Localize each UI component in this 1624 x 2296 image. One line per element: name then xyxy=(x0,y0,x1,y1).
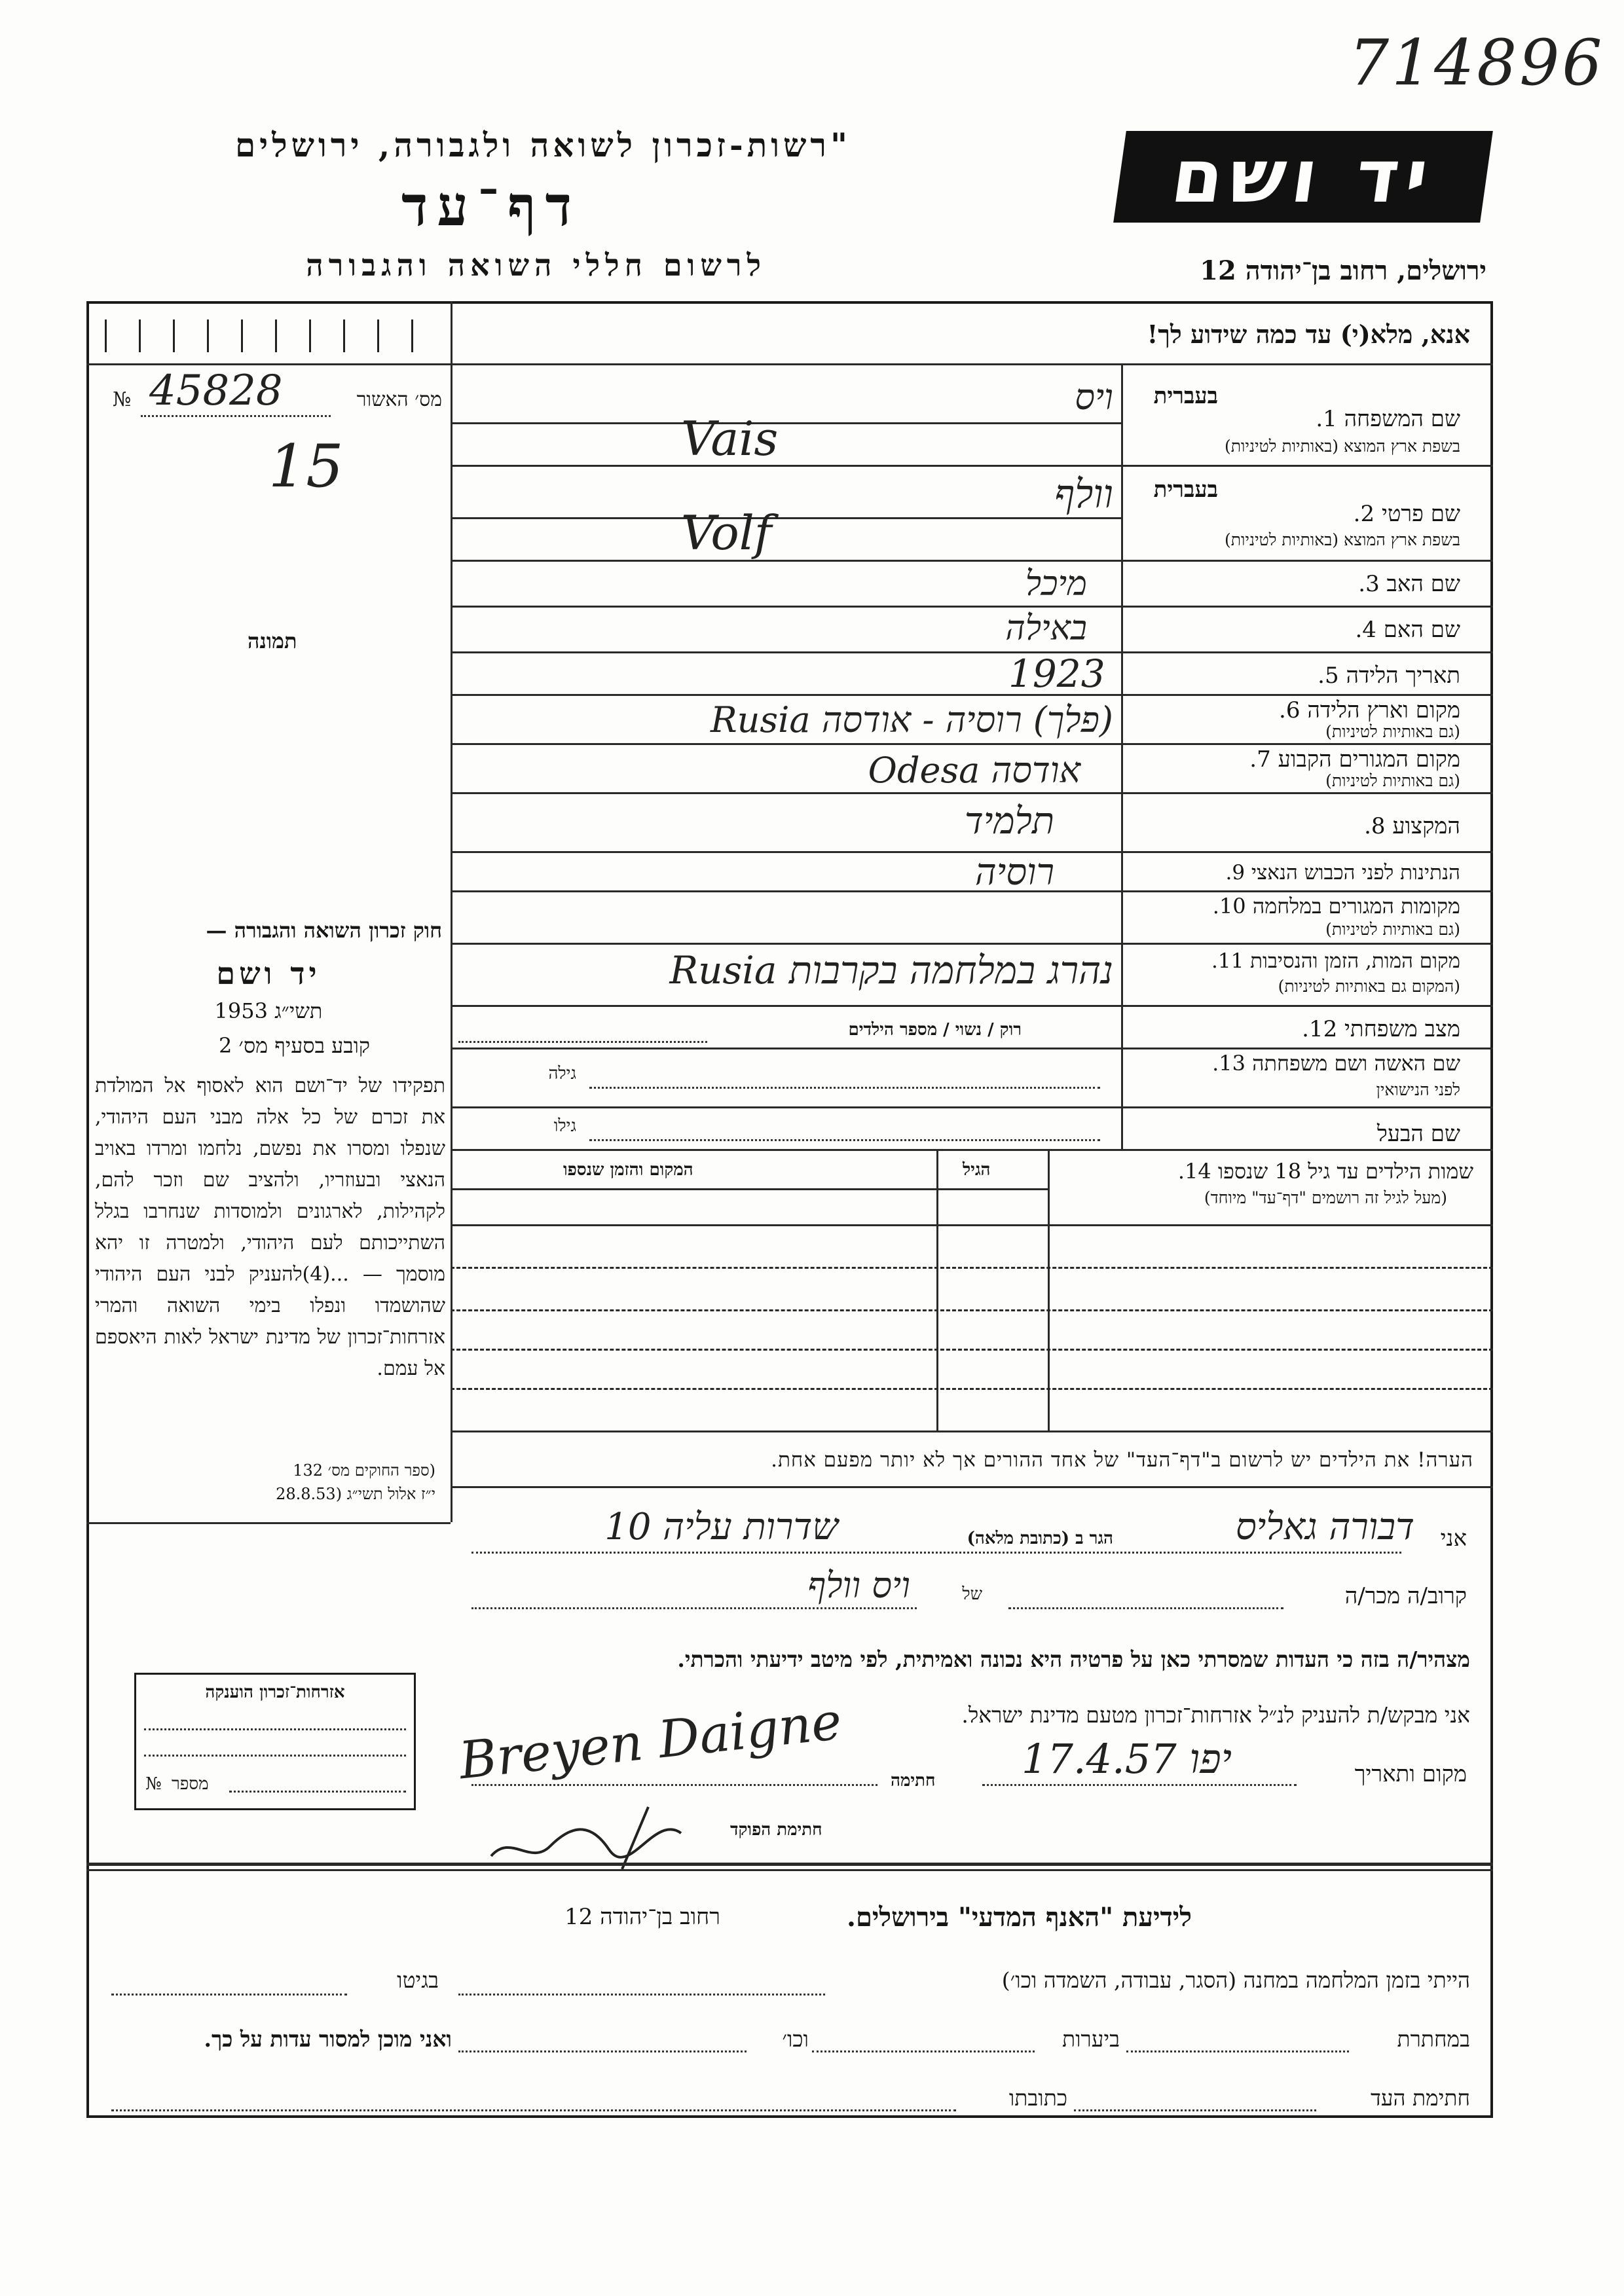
field-1-label xyxy=(1244,406,1460,432)
field-10-sub: (גם באותיות לטיניות) xyxy=(1325,920,1460,939)
law-ref2: י״ז אלול תשי״ג (28.8.53 xyxy=(276,1485,435,1503)
declarant-name: דבורה גאליס xyxy=(1235,1506,1414,1548)
citizenship-number: מספר xyxy=(172,1774,209,1794)
field-7-sub: (גם באותיות לטיניות) xyxy=(1325,771,1460,790)
field-12-num: 12. xyxy=(1302,1016,1338,1042)
officer-label: חתימת הפוקד xyxy=(730,1820,822,1840)
of-value: ויס וולף xyxy=(807,1565,910,1606)
footer-address: רחוב בן־יהודה 12 xyxy=(564,1904,720,1930)
field-11-sub: (המקום גם באותיות לטיניות) xyxy=(1278,977,1460,996)
husband-label: שם הבעל xyxy=(1376,1121,1460,1147)
field-12-options: רוק / נשוי / מספר הילדים xyxy=(848,1020,1022,1040)
field-3-num: 3. xyxy=(1358,571,1380,597)
field-7-value: אודסה Odesa xyxy=(868,750,1080,791)
field-6-sub: (גם באותיות לטיניות) xyxy=(1325,722,1460,741)
field-6-label xyxy=(1166,697,1460,723)
field-2-text: שם פרטי xyxy=(1381,501,1460,527)
law-ref: (ספר החוקים מס׳ 132 xyxy=(293,1461,435,1480)
yad-vashem-logo xyxy=(1113,131,1493,223)
cert-number: 45828 xyxy=(149,367,283,415)
husband-age: גילו xyxy=(553,1116,576,1136)
field-10-num: 10. xyxy=(1212,894,1246,919)
address: ירושלים, רחוב בן־יהודה 12 xyxy=(1200,255,1486,286)
signature: Breyen Daigne xyxy=(456,1692,845,1791)
footer-etc: וכו׳ xyxy=(782,2026,809,2052)
footer-ready: ואני מוכן למסור עדות על כך. xyxy=(204,2026,452,2052)
signature-label: חתימה xyxy=(891,1771,936,1791)
field-6-text: מקום וארץ הלידה xyxy=(1307,697,1460,723)
field-13-sub: לפני הנישואין xyxy=(1376,1080,1460,1099)
field-8-value: תלמיד xyxy=(964,800,1054,843)
footer-ghetto: בגיטו xyxy=(397,1967,439,1993)
request-text: אני מבקש/ת להעניק לנ״ל אזרחות־זכרון מטעם מדינת ישראל. xyxy=(961,1702,1470,1728)
cert-handwritten: 15 xyxy=(268,432,344,501)
logo-text: יד ושם xyxy=(1166,134,1440,219)
of-label: של xyxy=(962,1584,982,1604)
field-5-label xyxy=(1166,663,1460,689)
field-3-value: מיכל xyxy=(1025,564,1087,604)
field-1-num: 1. xyxy=(1316,406,1337,432)
field-5-num: 5. xyxy=(1318,663,1339,689)
field-3-text: שם האב xyxy=(1386,571,1460,597)
field-1-lat-value: Vais xyxy=(681,411,779,466)
field-8-text: המקצוע xyxy=(1392,813,1460,839)
law-body: תפקידו של יד־ושם הוא לאסוף אל המולדת את זכרם של כל אלה מבני העם היהודי, שנפלו ומסרו את נפשם, נלחמו ומרדו באויב הנאצי ובעוזריו, ולהציב שם וזכר להם, לקהילות, לארגונים ולמוסדות שנחרבו בגלל השתייכותם לעם היהודי, ולמטרה זו יהא מוסמך — ...(4)להעניק לבני העם היהודי שהושמדו ונפלו בימי השואה והמרי אזרחות־זכרון של מדינת ישראל לאות היאספם אל עמם. xyxy=(95,1074,446,1380)
footer-address-label: כתובתו xyxy=(1008,2085,1067,2111)
field-9-label xyxy=(1133,861,1460,884)
footer-underground: במחתרת xyxy=(1397,2026,1470,2052)
field-13-text: שם האשה ושם משפחתה xyxy=(1252,1051,1460,1076)
field-3-label xyxy=(1166,571,1460,597)
law-title: חוק זכרון השואה והגבורה — xyxy=(206,918,442,943)
field-4-label xyxy=(1166,617,1460,643)
field-4-text: שם האם xyxy=(1383,617,1460,643)
field-6-value: (פלך) רוסיה - אודסה Rusia xyxy=(710,699,1113,740)
place-date-value: יפו 17.4.57 xyxy=(1022,1735,1232,1783)
field-1-text: שם המשפחה xyxy=(1344,406,1460,432)
field-7-text: מקום המגורים הקבוע xyxy=(1278,746,1460,773)
field-1-sub: בשפת ארץ המוצא (באותיות לטיניות) xyxy=(1225,437,1460,456)
footer-heading: לידיעת "האנף המדעי" בירושלים. xyxy=(847,1902,1192,1933)
field-2-lat-value: Volf xyxy=(681,505,772,560)
field-7-num: 7. xyxy=(1249,746,1271,773)
field-13-label xyxy=(1126,1051,1460,1076)
relative-label: קרוב/ה מכר/ה xyxy=(1344,1583,1467,1609)
declarant-resides: הגר ב (כתובת מלאה) xyxy=(967,1529,1113,1548)
cert-label: מס׳ האשור xyxy=(356,388,442,411)
field-10-text: מקומות המגורים במלחמה xyxy=(1252,894,1460,919)
form-title: דף־עד xyxy=(401,173,581,238)
field-6-num: 6. xyxy=(1279,697,1301,723)
field-11-text: מקום המות, הזמן והנסיבות xyxy=(1250,949,1460,973)
authority-line: "רשות-זכרון לשואה ולגבורה, ירושלים xyxy=(234,126,851,164)
field-4-num: 4. xyxy=(1355,617,1376,643)
field-2-sub: בשפת ארץ המוצא (באותיות לטיניות) xyxy=(1225,530,1460,549)
children-num: 14. xyxy=(1177,1159,1211,1184)
field-9-value: רוסיה xyxy=(974,851,1054,894)
archive-number: 714896 xyxy=(1349,26,1605,100)
form-subtitle: לרשום חללי השואה והגבורה xyxy=(306,247,766,283)
children-place-header: המקום והזמן שנספו xyxy=(563,1160,693,1180)
field-13-num: 13. xyxy=(1212,1051,1246,1076)
declaration-text: מצהיר/ה בזה כי העדות שמסרתי כאן על פרטיה היא נכונה ואמיתית, לפי מיטב ידיעתי והכרתי. xyxy=(677,1647,1470,1672)
citizenship-no: № xyxy=(145,1774,162,1794)
field-10-label xyxy=(1133,894,1460,919)
field-11-label xyxy=(1133,949,1460,973)
field-1-heb-value: ויס xyxy=(1075,376,1113,418)
field-5-value: 1923 xyxy=(1008,651,1105,696)
field-5-text: תאריך הלידה xyxy=(1346,663,1460,689)
footer-line1: הייתי בזמן המלחמה במחנה (הסגר, עבודה, השמדה וכו׳) xyxy=(1001,1967,1470,1993)
law-name: יד ושם xyxy=(216,956,321,991)
declarant-address: שדרות עליה 10 xyxy=(604,1506,838,1548)
photo-label: תמונה xyxy=(248,629,297,653)
field-9-text: הנתינות לפני הכבוש הנאצי xyxy=(1251,861,1460,884)
field-2-heb-tag: בעברית xyxy=(1153,477,1218,503)
law-clause: קובע בסעיף מס׳ 2 xyxy=(219,1033,370,1058)
field-8-num: 8. xyxy=(1364,813,1386,839)
note: הערה! את הילדים יש לרשום ב"דף־העד" של אחד ההורים אך לא יותר מפעם אחת. xyxy=(771,1448,1473,1472)
field-8-label xyxy=(1166,813,1460,839)
cert-no-symbol: № xyxy=(113,388,132,411)
children-label xyxy=(1054,1159,1473,1184)
citizenship-title: אזרחות־זכרון הוענקה xyxy=(205,1683,345,1702)
children-age-header: הגיל xyxy=(963,1160,991,1180)
field-4-value: באילה xyxy=(1005,609,1087,648)
children-text: שמות הילדים עד גיל 18 שנספו xyxy=(1217,1159,1473,1184)
field-12-text: מצב משפחתי xyxy=(1344,1016,1460,1042)
field-12-label xyxy=(1166,1016,1460,1042)
field-1-heb-tag: בעברית xyxy=(1153,383,1218,409)
field-2-label xyxy=(1244,501,1460,527)
field-2-num: 2. xyxy=(1353,501,1375,527)
footer-witness-sig: חתימת העד xyxy=(1370,2085,1470,2111)
law-year: 1953 תשי״ג xyxy=(214,998,323,1023)
children-sub: (מעל לגיל זה רושמים "דף־עד" מיוחד) xyxy=(1204,1188,1447,1207)
officer-signature xyxy=(485,1794,720,1872)
field-2-heb-value: וולף xyxy=(1054,471,1113,517)
field-13-age: גילה xyxy=(548,1064,576,1084)
declarant-i: אני xyxy=(1440,1525,1467,1552)
field-11-num: 11. xyxy=(1211,949,1244,973)
instruction: אנא, מלא(י) עד כמה שידוע לך! xyxy=(1147,319,1470,349)
cert-ticks xyxy=(105,319,445,352)
field-11-value: נהרג במלחמה בקרבות Rusia xyxy=(669,948,1113,993)
footer-forests: ביערות xyxy=(1061,2026,1120,2052)
field-7-label xyxy=(1166,746,1460,773)
field-9-num: 9. xyxy=(1225,861,1246,884)
place-date-label: מקום ותאריך xyxy=(1354,1761,1467,1787)
